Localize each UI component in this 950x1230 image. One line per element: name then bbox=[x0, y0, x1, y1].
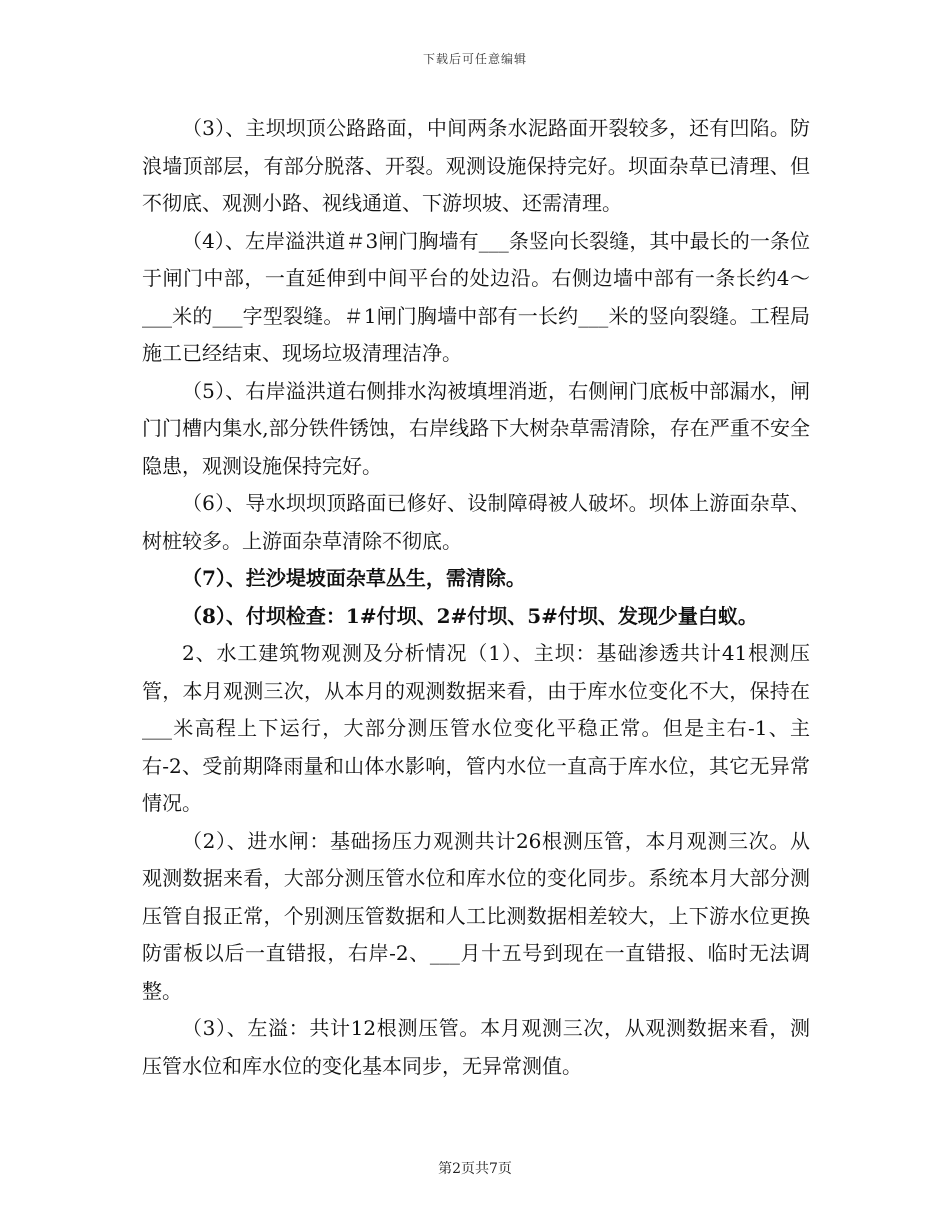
paragraph-left-spillway: （4）、左岸溢洪道＃3闸门胸墙有___条竖向长裂缝，其中最长的一条位于闸门中部，一直延伸到中间平台的处边沿。右侧边墙中部有一条长约4～___米的___字型裂缝。＃1闸门胸墙中部有一长约___米的竖向裂缝。工程局施工已经结束、现场垃圾清理洁净。 bbox=[142, 228, 810, 365]
paragraph-right-spillway: （5）、右岸溢洪道右侧排水沟被填埋消逝，右侧闸门底板中部漏水，闸门门槽内集水,部分铁件锈蚀，右岸线路下大树杂草需清除，存在严重不安全隐患，观测设施保持完好。 bbox=[142, 378, 810, 478]
paragraph-main-dam-observation: 2、水工建筑物观测及分析情况（1）、主坝：基础渗透共计41根测压管，本月观测三次，从本月的观测数据来看，由于库水位变化不大，保持在___米高程上下运行，大部分测压管水位变化平稳正常。但是主右-1、主右-2、受前期降雨量和山体水影响，管内水位一直高于库水位，其它无异常情况。 bbox=[142, 641, 810, 815]
paragraph-intake-gate: （2）、进水闸：基础扬压力观测共计26根测压管，本月观测三次。从观测数据来看，大部分测压管水位和库水位的变化同步。系统本月大部分测压管自报正常，个别测压管数据和人工比测数据相差较大，上下游水位更换防雷板以后一直错报，右岸-2、___月十五号到现在一直错报、临时无法调整。 bbox=[142, 828, 810, 1003]
document-body bbox=[142, 110, 810, 1085]
page-number: 第2页共7页 bbox=[438, 1161, 512, 1177]
paragraph-left-spillway-observation: （3）、左溢：共计12根测压管。本月观测三次，从观测数据来看，测压管水位和库水位的变化基本同步，无异常测值。 bbox=[142, 1016, 810, 1078]
paragraph-auxiliary-dam: （8）、付坝检查：1#付坝、2#付坝、5#付坝、发现少量白蚁。 bbox=[182, 603, 758, 628]
paragraph-sand-barrier: （7）、拦沙堤坡面杂草丛生，需清除。 bbox=[182, 566, 526, 590]
paragraph-diversion-dam: （6）、导水坝坝顶路面已修好、设制障碍被人破坏。坝体上游面杂草、树桩较多。上游面杂草清除不彻底。 bbox=[142, 491, 810, 553]
paragraph-dam-crest-road: （3）、主坝坝顶公路路面，中间两条水泥路面开裂较多，还有凹陷。防浪墙顶部层，有部分脱落、开裂。观测设施保持完好。坝面杂草已清理、但不彻底、观测小路、视线通道、下游坝坡、还需清理。 bbox=[142, 116, 810, 215]
page-header: 下载后可任意编辑 bbox=[422, 52, 527, 66]
